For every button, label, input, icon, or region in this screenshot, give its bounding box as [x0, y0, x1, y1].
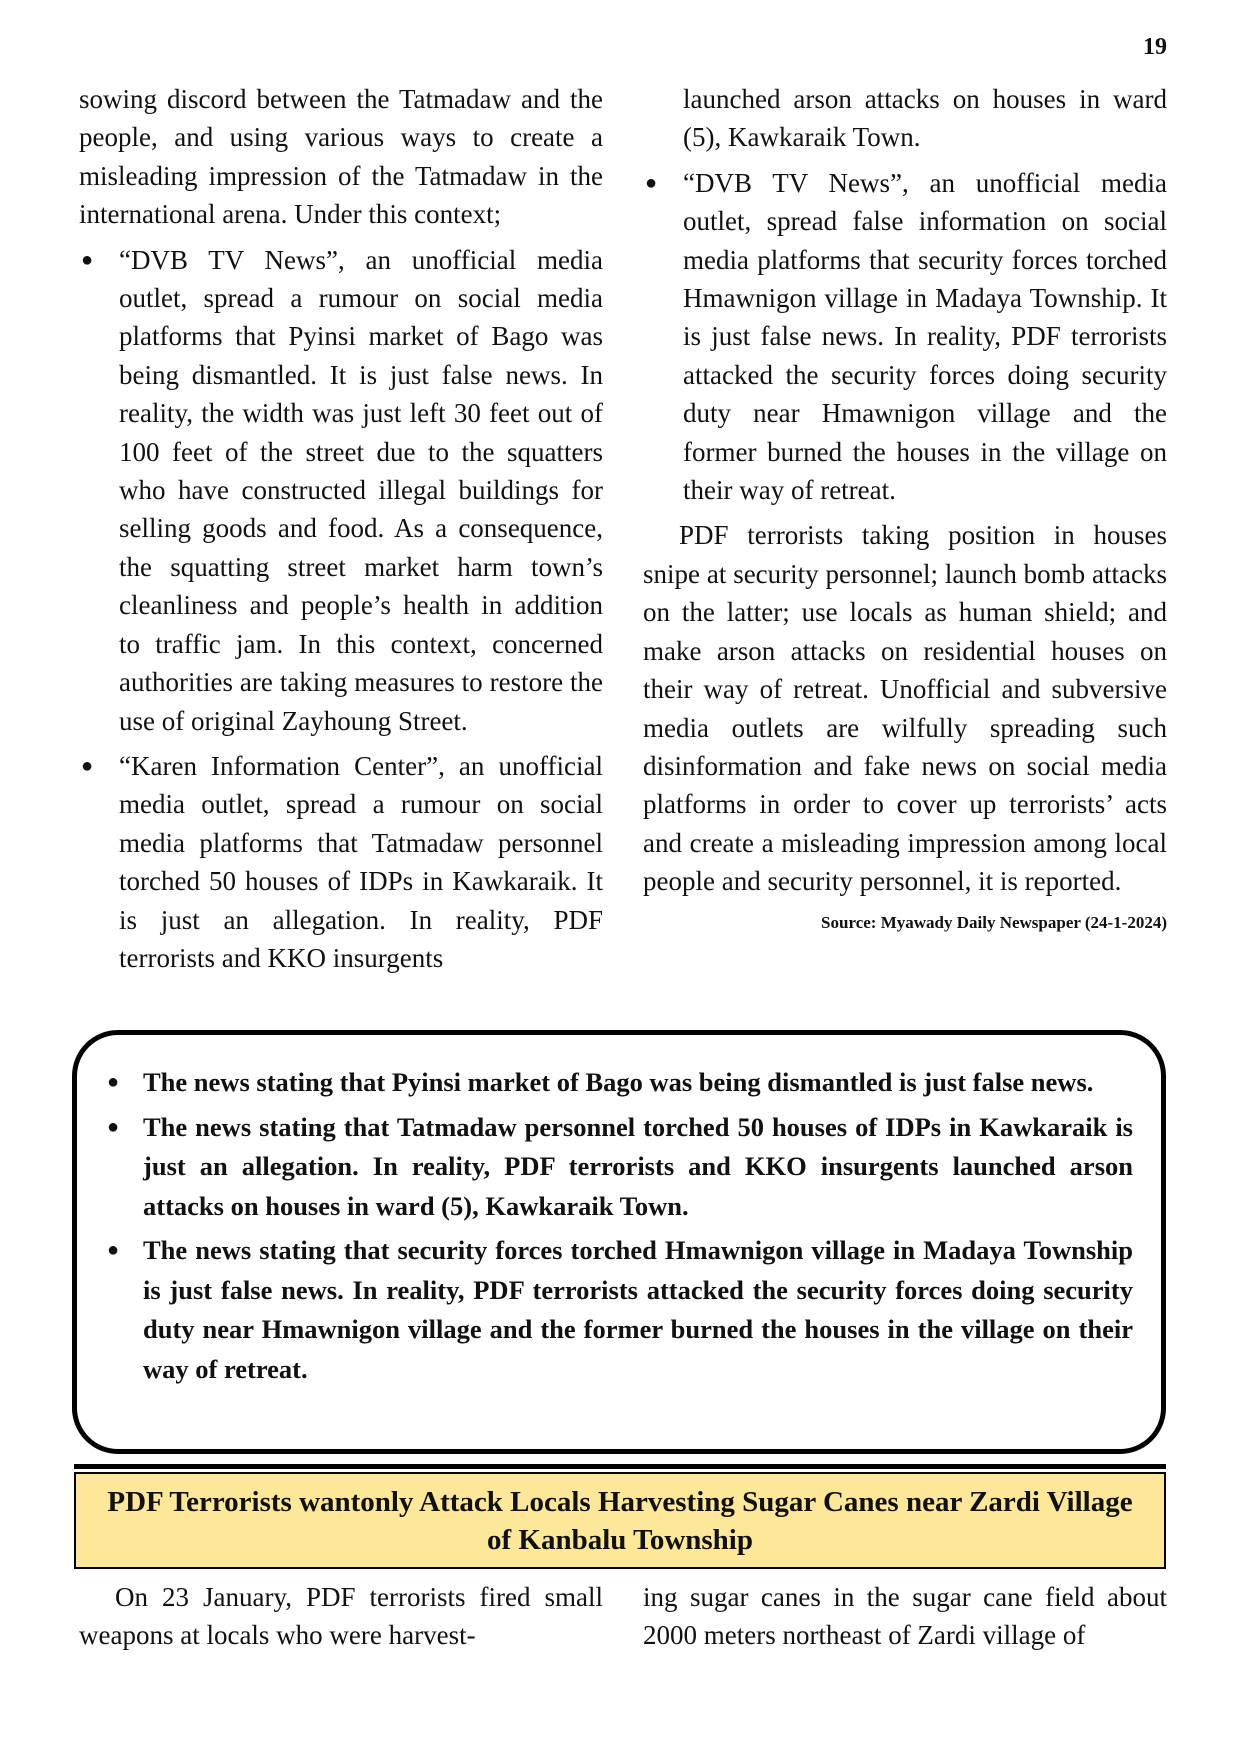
left-bullet-list [79, 241, 603, 978]
article-left-column [79, 1578, 603, 1662]
summary-list [103, 1063, 1133, 1389]
bullet-icon: ● [107, 1071, 120, 1093]
bullet-icon: ● [81, 754, 94, 777]
bullet-icon: ● [107, 1239, 120, 1261]
article-title-banner [74, 1472, 1166, 1569]
article-title: PDF Terrorists wantonly Attack Locals Harvesting Sugar Canes near Zardi Village of Kanbalu Township [107, 1485, 1133, 1556]
left-bullet-item-karen [79, 747, 603, 977]
bullet-icon: ● [645, 171, 658, 194]
article-right-column [643, 1578, 1167, 1662]
right-bullet-list [643, 164, 1167, 510]
article-left-text: On 23 January, PDF terrorists fired small weapons at locals who were harvest- [79, 1582, 603, 1651]
left-bullet-text-dvb: “DVB TV News”, an unofficial media outlet, spread a rumour on social media platforms that Pyinsi market of Bago was being dismantled. It is just false news. In reality, the width was just left 30 feet out of 100 feet of the street due to the squatters who have constructed illegal buildings for selling goods and food. As a consequence, the squatting street market harm town’s cleanliness and people’s health in addition to traffic jam. In this context, concerned authorities are taking measures to restore the use of original Zayhoung Street. [119, 244, 603, 736]
source-citation: Source: Myawady Daily Newspaper (24-1-2024) [821, 912, 1167, 932]
summary-item [103, 1231, 1133, 1389]
left-intro-paragraph: sowing discord between the Tatmadaw and the people, and using various ways to create a misleading impression of the Tatmadaw in the international arena. Under this context; [79, 84, 603, 230]
bullet-icon: ● [107, 1115, 120, 1138]
right-bullet-text-dvb: “DVB TV News”, an unofficial media outlet, spread false information on social media platforms that security forces torched Hmawnigon village in Madaya Township. It is just false news. In reality, PDF terrorists attacked the security forces doing security duty near Hmawnigon village and the former burned the houses in the village on their way of retreat. [683, 167, 1167, 506]
right-continuation-text: launched arson attacks on houses in ward (5), Kawkaraik Town. [683, 84, 1167, 153]
bullet-icon: ● [81, 248, 94, 271]
title-divider [74, 1464, 1166, 1469]
left-column [79, 80, 603, 984]
right-bullet-item-dvb [643, 164, 1167, 510]
summary-item [103, 1063, 1133, 1103]
summary-item-text: The news stating that security forces torched Hmawnigon village in Madaya Township is just false news. In reality, PDF terrorists attacked the security forces doing security duty near Hmawnigon village and the former burned the houses in the village on their way of retreat. [143, 1235, 1133, 1384]
article-right-text: ing sugar canes in the sugar cane field about 2000 meters northeast of Zardi village of [643, 1582, 1167, 1651]
left-bullet-item-dvb [79, 241, 603, 740]
right-column [643, 80, 1167, 935]
right-body-paragraph: PDF terrorists taking position in houses snipe at security personnel; launch bomb attacks on the latter; use locals as human shield; and make arson attacks on residential houses on their way of retreat. Unofficial and subversive media outlets are wilfully spreading such disinformation and fake news on social media platforms in order to cover up terrorists’ acts and create a misleading impression among local people and security personnel, it is reported. [643, 520, 1167, 897]
left-bullet-text-karen: “Karen Information Center”, an unofficial media outlet, spread a rumour on social media platforms that Tatmadaw personnel torched 50 houses of IDPs in Kawkaraik. It is just an allegation. In reality, PDF terrorists and KKO insurgents [119, 750, 603, 973]
summary-item [103, 1108, 1133, 1227]
page-number: 19 [1143, 34, 1167, 60]
summary-item-text: The news stating that Tatmadaw personnel torched 50 houses of IDPs in Kawkaraik is just an allegation. In reality, PDF terrorists and KKO insurgents launched arson attacks on houses in ward (5), Kawkaraik Town. [143, 1111, 1133, 1221]
summary-item-text: The news stating that Pyinsi market of Bago was being dismantled is just false news. [143, 1067, 1094, 1097]
summary-box [72, 1030, 1166, 1454]
